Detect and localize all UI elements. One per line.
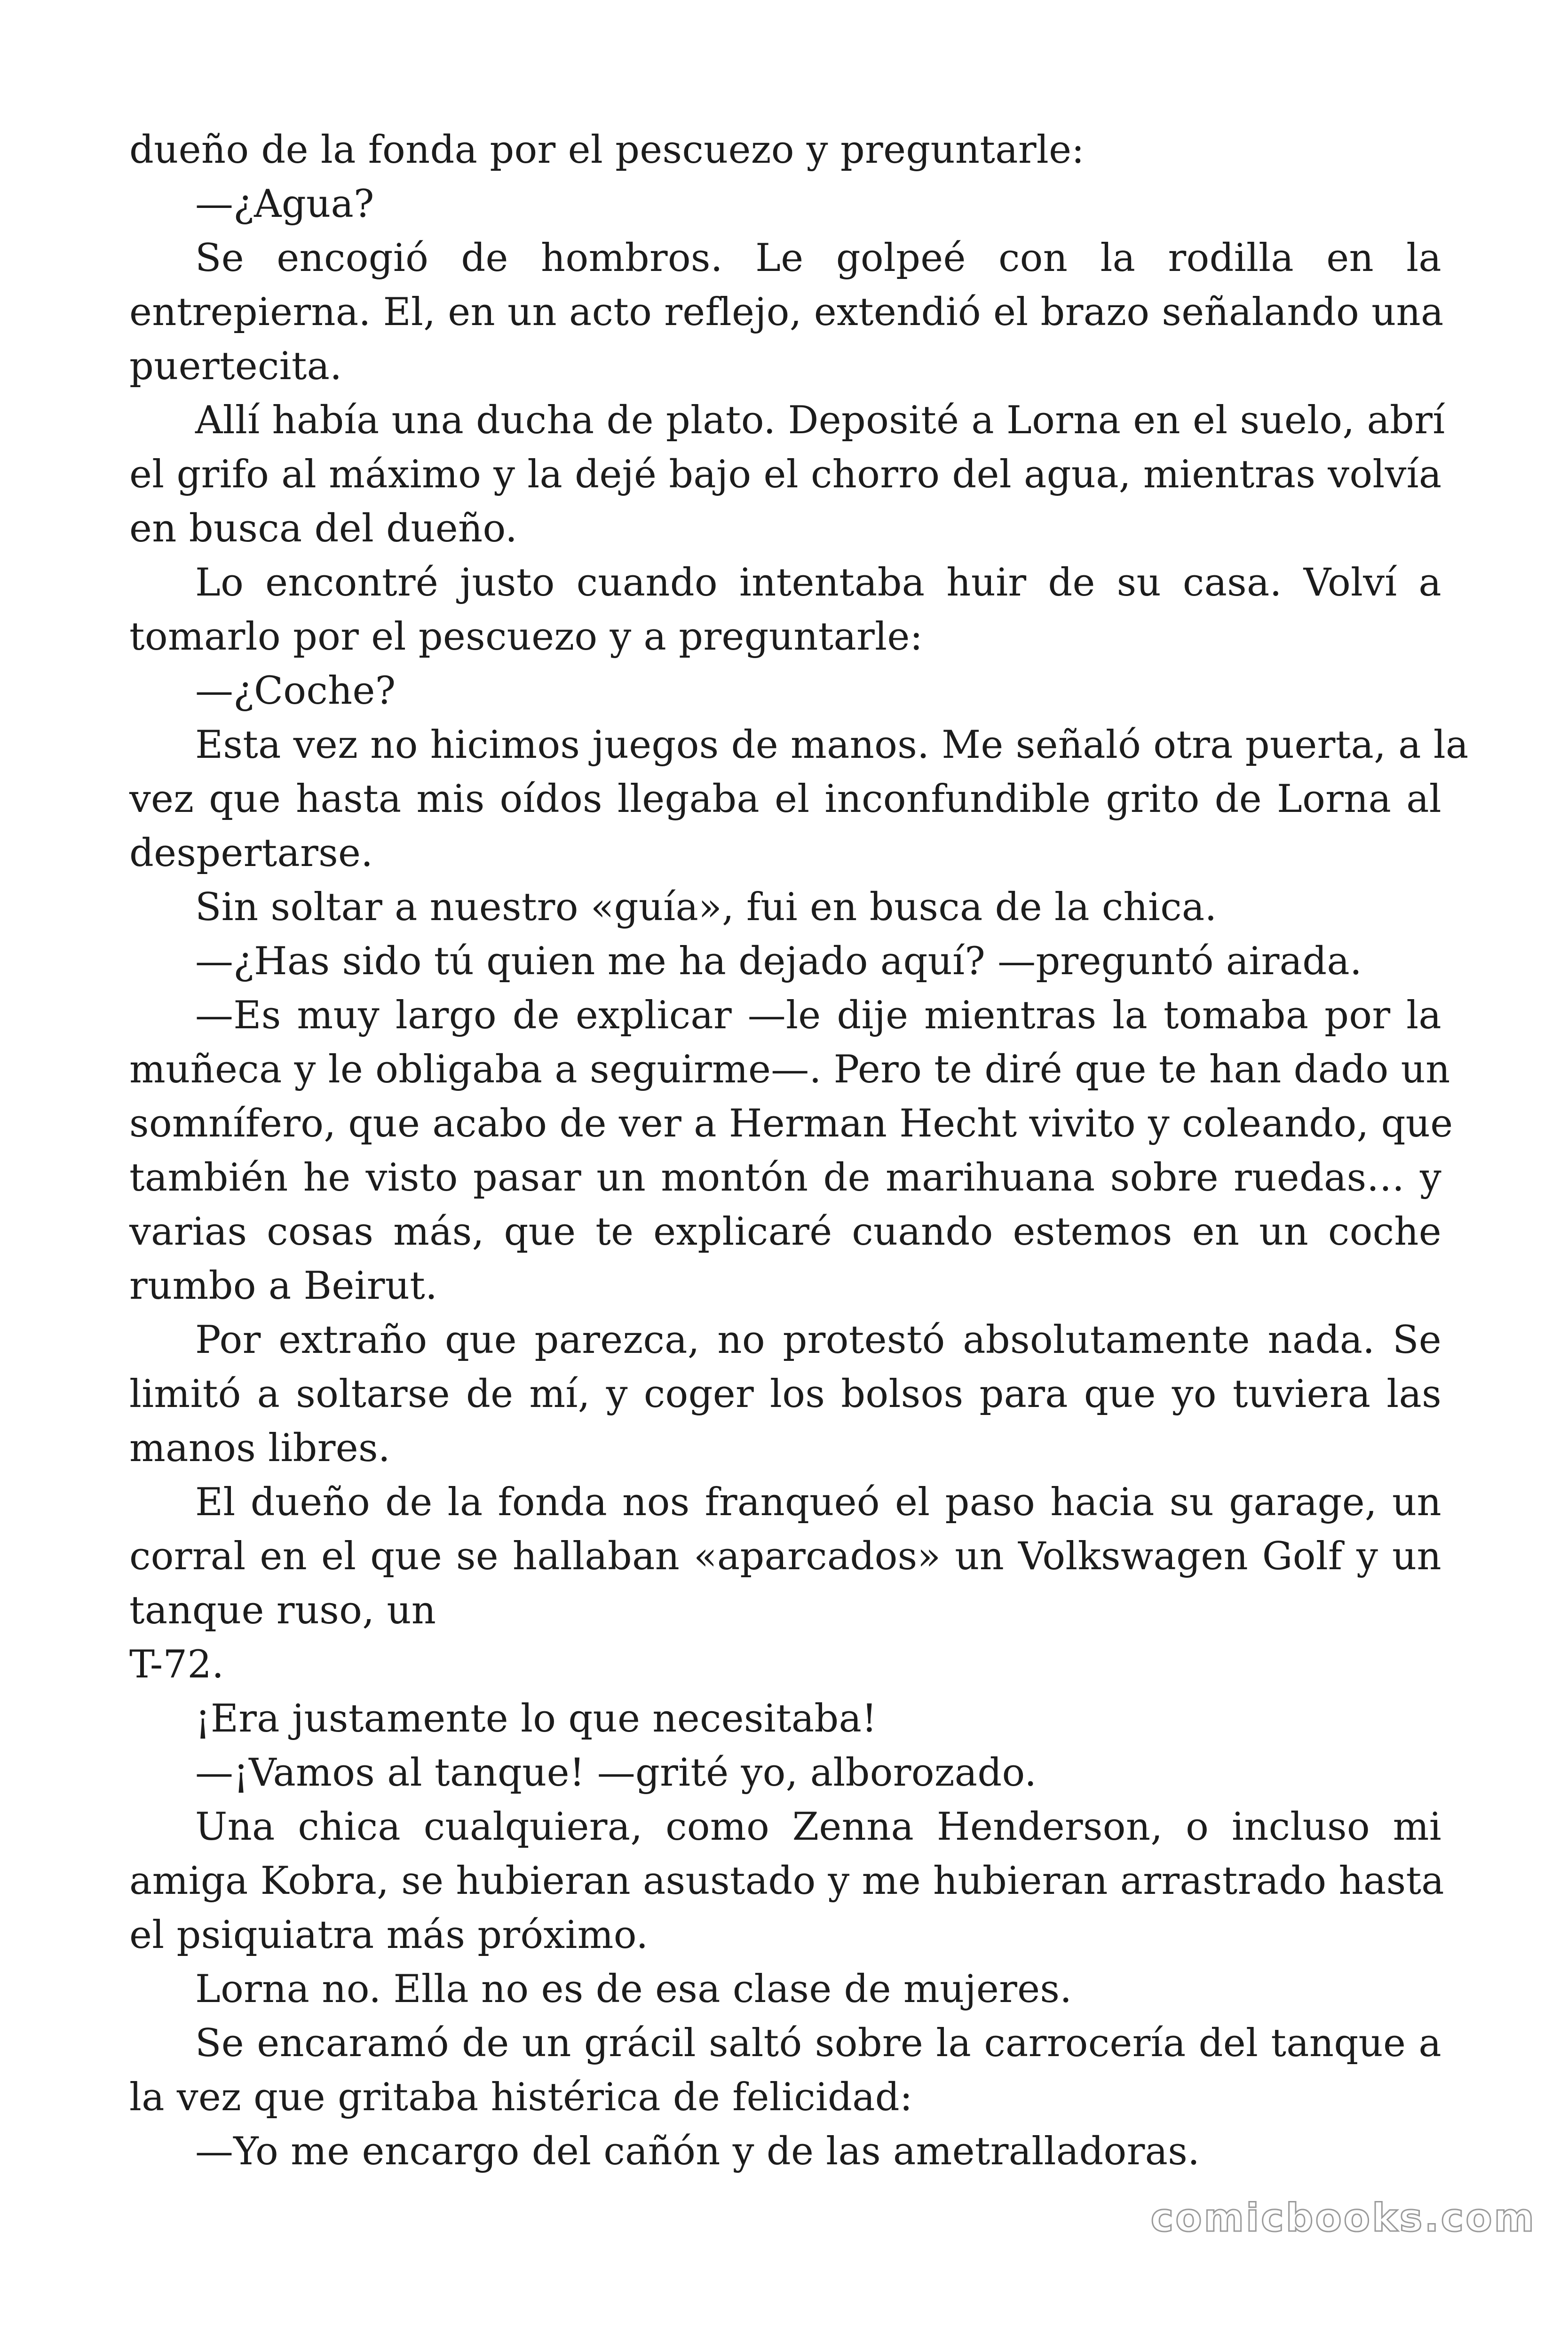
text-line: en busca del dueño.: [129, 507, 518, 551]
text-line: —¿Agua?: [195, 182, 374, 226]
text-line: rumbo a Beirut.: [129, 1264, 438, 1308]
text-line: T-72.: [129, 1643, 224, 1687]
text-line: Se encaramó de un grácil saltó sobre la carrocería del tanque a: [195, 2021, 1441, 2066]
text-line: el grifo al máximo y la dejé bajo el chorro del agua, mientras volvía: [129, 453, 1442, 497]
text-line: vez que hasta mis oídos llegaba el inconfundible grito de Lorna al: [129, 777, 1441, 821]
text-line: Se encogió de hombros. Le golpeé con la rodilla en la: [195, 236, 1441, 280]
text-line: Lorna no. Ella no es de esa clase de mujeres.: [195, 1967, 1072, 2011]
text-line: entrepierna. El, en un acto reflejo, extendió el brazo señalando una: [129, 290, 1444, 334]
body-text: [129, 123, 1469, 2179]
text-line: tanque ruso, un: [129, 1589, 436, 1633]
text-line: varias cosas más, que te explicaré cuando estemos en un coche: [129, 1210, 1441, 1254]
text-line: Allí había una ducha de plato. Deposité a Lorna en el suelo, abrí: [195, 398, 1445, 443]
text-line: —Yo me encargo del cañón y de las ametralladoras.: [195, 2130, 1200, 2174]
text-line: tomarlo por el pescuezo y a preguntarle:: [129, 615, 923, 659]
text-line: El dueño de la fonda nos franqueó el paso hacia su garage, un: [195, 1480, 1441, 1525]
text-line: somnífero, que acabo de ver a Herman Hecht vivito y coleando, que: [129, 1102, 1453, 1146]
text-line: —¿Has sido tú quien me ha dejado aquí? —preguntó airada.: [195, 939, 1362, 984]
text-line: Una chica cualquiera, como Zenna Henderson, o incluso mi: [195, 1805, 1441, 1849]
text-line: —¡Vamos al tanque! —grité yo, alborozado.: [195, 1751, 1037, 1795]
text-line: dueño de la fonda por el pescuezo y preguntarle:: [129, 128, 1085, 172]
text-line: Esta vez no hicimos juegos de manos. Me señaló otra puerta, a la: [195, 723, 1469, 767]
text-line: manos libres.: [129, 1426, 390, 1470]
text-line: ¡Era justamente lo que necesitaba!: [195, 1697, 878, 1741]
text-line: Por extraño que parezca, no protestó absolutamente nada. Se: [195, 1318, 1441, 1362]
text-line: limitó a soltarse de mí, y coger los bolsos para que yo tuviera las: [129, 1372, 1441, 1416]
text-line: Lo encontré justo cuando intentaba huir de su casa. Volví a: [195, 561, 1441, 605]
text-line: corral en el que se hallaban «aparcados» un Volkswagen Golf y un: [129, 1534, 1441, 1579]
text-line: muñeca y le obligaba a seguirme—. Pero te diré que te han dado un: [129, 1048, 1450, 1092]
text-line: —¿Coche?: [195, 669, 396, 713]
text-line: Sin soltar a nuestro «guía», fui en busca de la chica.: [195, 885, 1217, 930]
text-line: amiga Kobra, se hubieran asustado y me hubieran arrastrado hasta: [129, 1859, 1444, 1903]
text-line: el psiquiatra más próximo.: [129, 1913, 649, 1957]
text-line: despertarse.: [129, 831, 373, 875]
text-line: la vez que gritaba histérica de felicidad:: [129, 2075, 913, 2120]
text-line: puertecita.: [129, 344, 342, 389]
text-line: —Es muy largo de explicar —le dije mientras la tomaba por la: [195, 993, 1441, 1038]
text-line: también he visto pasar un montón de marihuana sobre ruedas… y: [129, 1156, 1441, 1200]
watermark-logo: comicbooks.com: [1150, 2196, 1536, 2241]
